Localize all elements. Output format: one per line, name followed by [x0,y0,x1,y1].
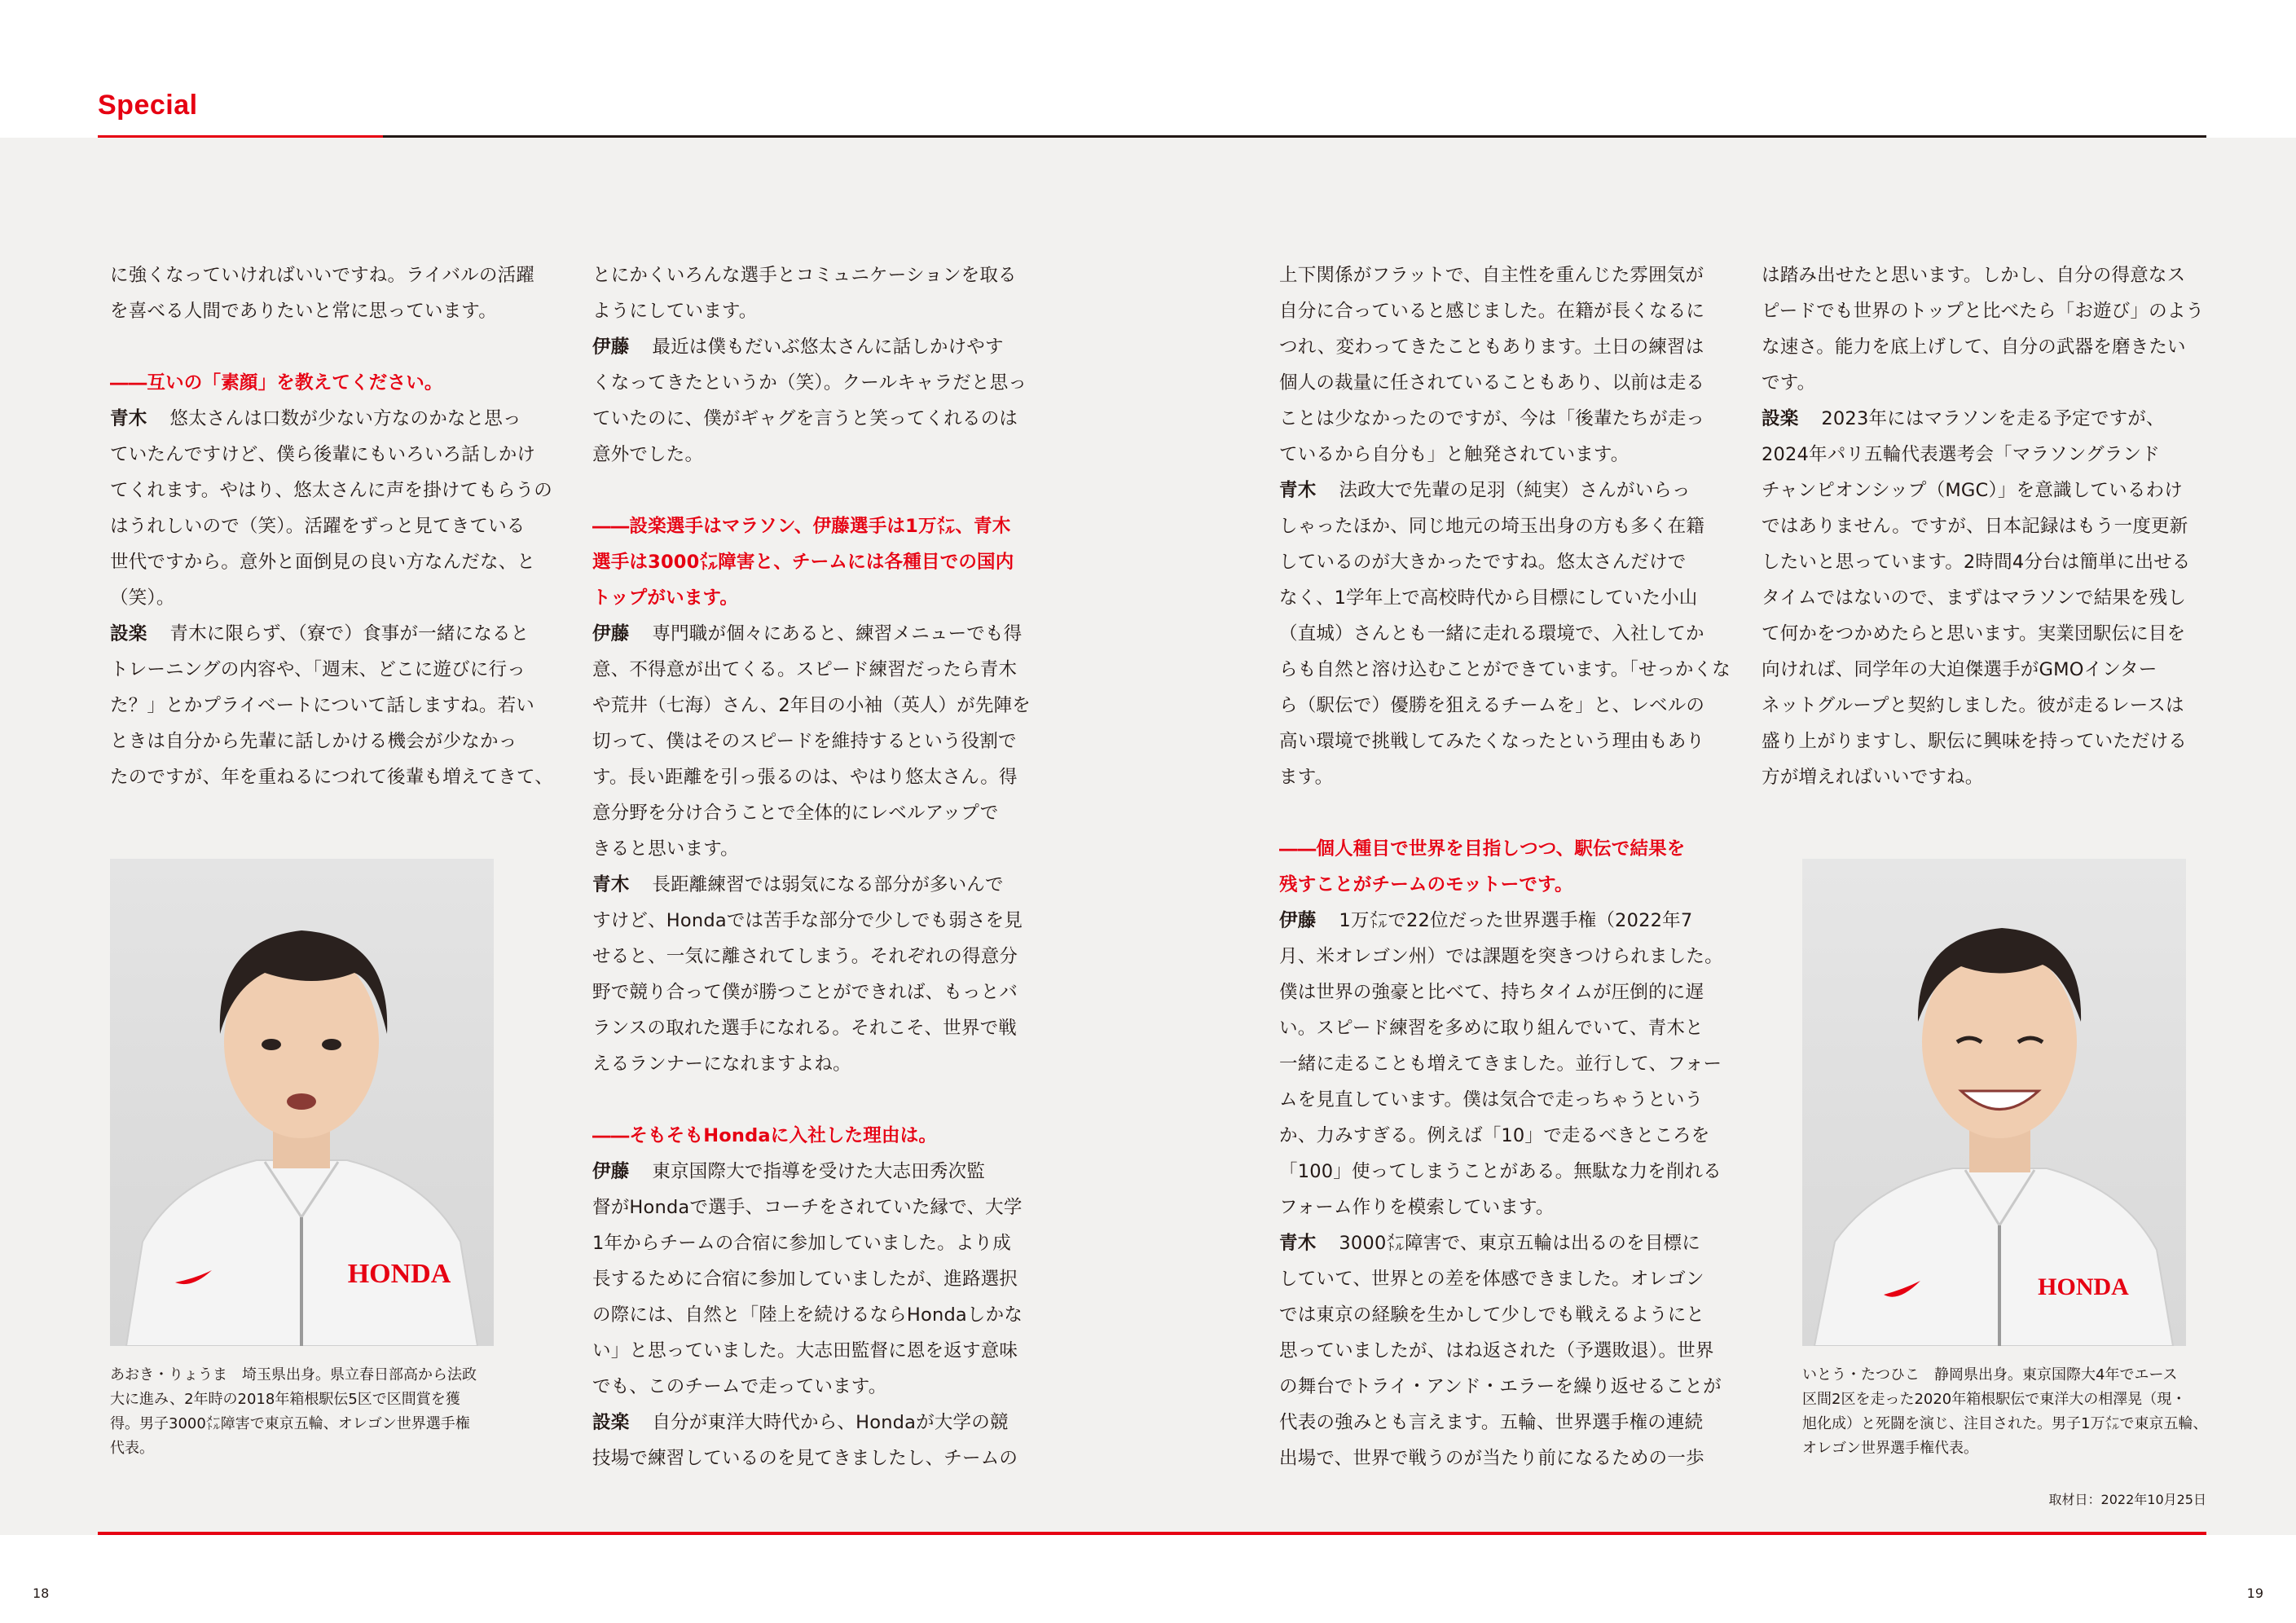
body-text-line: 意外でした。 [592,444,704,465]
body-text-line: くなってきたというか（笑）。クールキャラだと思っ [592,372,1027,394]
body-text-line: 意分野を分け合うことで全体的にレベルアップで [592,803,999,824]
body-text-line: ときは自分から先輩に話しかける機会が少なかっ [110,731,517,752]
body-text-line: です。 [1762,372,1816,394]
section-label: Special [98,90,198,121]
body-text-line: （笑）。 [110,587,175,609]
caption-line: 区間2区を走った2020年箱根駅伝で東洋大の相澤晃（現・ [1802,1391,2187,1408]
speaker-line [1279,473,1719,508]
body-text-line: ではありません。ですが、日本記録はもう一度更新 [1762,516,2188,537]
caption-ito [1802,1363,2207,1461]
speaker-text: 1万㍍で22位だった世界選手権（2022年7 [1339,910,1693,931]
body-text-line: 思っていましたが、はね返された（予選敗退）。世界 [1279,1340,1714,1361]
body-text-line: 「100」使ってしまうことがある。無駄な力を削れる [1279,1161,1722,1182]
footer-accent-rule [98,1532,2206,1535]
page-header [0,0,2296,137]
interview-date: 取材日：2022年10月25日 [2048,1492,2206,1507]
speaker-text: 長距離練習では弱気になる部分が多いんで [652,874,1004,895]
body-text-line: つれ、変わってきたこともあります。土日の練習は [1279,336,1704,358]
body-text-line: す。長い距離を引っ張るのは、やはり悠太さん。得 [592,767,1018,788]
speaker-line [592,1154,1032,1190]
body-text-line: や荒井（七海）さん、2年目の小袖（英人）が先陣を [592,695,1031,716]
speaker-line [110,401,550,437]
body-text-line: せると、一気に離されてしまう。それぞれの得意分 [592,946,1018,967]
body-text-line: 僕は世界の強豪と比べて、持ちタイムが圧倒的に遅 [1279,982,1704,1003]
body-text-line: 意、不得意が出てくる。スピード練習だったら青木 [592,659,1018,680]
portrait-aoki [110,859,494,1346]
speaker-text: 3000㍍障害で、東京五輪は出るのを目標に [1339,1233,1700,1254]
body-text-line: タイムではないので、まずはマラソンで結果を残し [1762,587,2187,609]
caption-line: あおき・りょうま 埼玉県出身。県立春日部高から法政 [110,1366,477,1383]
body-text-line: しているのが大きかったですね。悠太さんだけで [1279,552,1687,573]
speaker-text: 自分が東洋大時代から、Hondaが大学の競 [652,1412,1009,1433]
speaker-line [1279,1225,1719,1261]
body-text-line: た？」とかプライベートについて話しますね。若い [110,695,534,716]
speaker-text: 東京国際大で指導を受けた大志田秀次監 [652,1161,986,1182]
body-text-line: を喜べる人間でありたいと常に思っています。 [110,301,497,322]
speaker-line [592,1405,1032,1440]
caption-aoki [110,1363,477,1461]
caption-line: 大に進み、2年時の2018年箱根駅伝5区で区間賞を獲 [110,1391,460,1408]
speaker-name: 伊藤 [592,336,630,358]
body-text-line: ているから自分も」と触発されています。 [1279,444,1630,465]
body-text-line: の舞台でトライ・アンド・エラーを繰り返せることが [1279,1376,1722,1397]
speaker-name: 青木 [110,408,147,429]
body-text-line: とにかくいろんな選手とコミュニケーションを取る [592,265,1017,286]
speaker-name: 設楽 [592,1412,630,1433]
body-text-line: 盛り上がりますし、駅伝に興味を持っていただける [1762,731,2188,752]
article-column-2 [592,257,1032,1476]
body-text-line: すけど、Hondaでは苦手な部分で少しでも弱さを見 [592,910,1023,931]
body-text-line: 野で競り合って僕が勝つことができれば、もっとバ [592,982,1018,1003]
interview-question: トップがいます。 [592,587,739,609]
body-text-line: していて、世界との差を体感できました。オレゴン [1279,1269,1704,1290]
speaker-text: 法政大で先輩の足羽（純実）さんがいらっ [1339,480,1691,501]
speaker-line [592,616,1032,652]
speaker-text: 専門職が個々にあると、練習メニューでも得 [652,623,1023,644]
speaker-name: 伊藤 [592,623,630,644]
article-column-1 [110,257,553,795]
body-text-line: 高い環境で挑戦してみたくなったという理由もあり [1279,731,1705,752]
body-text-line: ネットグループと契約しました。彼が走るレースは [1762,695,2184,716]
body-text-line: ていたのに、僕がギャグを言うと笑ってくれるのは [592,408,1018,429]
body-text-line: らも自然と溶け込むことができています。「せっかくな [1279,659,1731,680]
body-text-line: 月、米オレゴン州）では課題を突きつけられました。 [1279,946,1723,967]
body-text-line: ます。 [1279,767,1334,788]
paragraph-spacer [110,329,550,365]
body-text-line: フォーム作りを模索しています。 [1279,1197,1555,1218]
body-text-line: 世代ですから。意外と面倒見の良い方なんだな、と [110,552,536,573]
body-text-line: きると思います。 [592,838,739,860]
portrait-ito [1802,859,2186,1346]
article-column-3 [1279,257,1731,1476]
interview-question: ――互いの「素顔」を教えてください。 [110,372,443,394]
interview-question: 残すことがチームのモットーです。 [1279,874,1573,895]
body-text-line: ことは少なかったのですが、今は「後輩たちが走っ [1279,408,1705,429]
page-number-right: 19 [2246,1586,2263,1601]
body-text-line: い」と思っていました。大志田監督に恩を返す意味 [592,1340,1018,1361]
speaker-line [592,329,1032,365]
body-text-line: 個人の裁量に任されていることもあり、以前は走る [1279,372,1705,394]
body-text-line: なく、1学年上で高校時代から目標にしていた小山 [1279,587,1698,609]
body-text-line: 切って、僕はそのスピードを維持するという役割で [592,731,1017,752]
speaker-text: 2023年にはマラソンを走る予定ですが、 [1821,408,2165,429]
interview-question: 選手は3000㍍障害と、チームには各種目での国内 [592,552,1014,573]
body-text-line: てくれます。やはり、悠太さんに声を掛けてもらうの [110,480,553,501]
portrait-ito-illustration [1802,859,2186,1346]
paragraph-spacer [1279,795,1719,831]
paragraph-spacer [592,1082,1032,1118]
page-number-left: 18 [33,1586,50,1601]
caption-line: 代表。 [110,1440,154,1457]
body-text-line: ピードでも世界のトップと比べたら「お遊び」のよう [1762,301,2205,322]
body-text-line: 代表の強みとも言えます。五輪、世界選手権の連続 [1279,1412,1704,1433]
body-text-line: ようにしています。 [592,301,758,322]
jersey-logo-right: HONDA [2038,1273,2129,1300]
body-text-line: でも、このチームで走っています。 [592,1376,887,1397]
portrait-aoki-illustration [110,859,494,1346]
body-text-line: しゃったほか、同じ地元の埼玉出身の方も多く在籍 [1279,516,1705,537]
caption-line: 得。男子3000㍍障害で東京五輪、オレゴン世界選手権 [110,1415,470,1432]
interview-question: ――そもそもHondaに入社した理由は。 [592,1125,938,1146]
interview-question: ――設楽選手はマラソン、伊藤選手は1万㍍、青木 [592,516,1011,537]
body-text-line: えるランナーになれますよね。 [592,1053,851,1075]
body-text-line: 方が増えればいいですね。 [1762,767,1984,788]
body-text-line: は踏み出せたと思います。しかし、自分の得意なス [1762,265,2186,286]
body-text-line: ていたんですけど、僕ら後輩にもいろいろ話しかけ [110,444,536,465]
body-text-line: ら（駅伝で）優勝を狙えるチームを」と、レベルの [1279,695,1705,716]
body-text-line: ムを見直しています。僕は気合で走っちゃうという [1279,1089,1704,1111]
body-text-line: はうれしいので（笑）。活躍をずっと見てきている [110,516,526,537]
body-text-line: 出場で、世界で戦うのが当たり前になるための一歩 [1279,1448,1704,1469]
speaker-name: 伊藤 [1279,910,1317,931]
body-text-line: に強くなっていければいいですね。ライバルの活躍 [110,265,534,286]
speaker-name: 伊藤 [592,1161,630,1182]
body-text-line: では東京の経験を生かして少しでも戦えるようにと [1279,1304,1705,1326]
body-text-line: （直城）さんとも一緒に走れる環境で、入社してか [1279,623,1704,644]
speaker-line [592,867,1032,903]
body-text-line: 2024年パリ五輪代表選考会「マラソングランド [1762,444,2160,465]
speaker-text: 悠太さんは口数が少ない方なのかなと思っ [169,408,521,429]
body-text-line: て何かをつかめたらと思います。実業団駅伝に目を [1762,623,2186,644]
caption-line: 旭化成）と死闘を演じ、注目された。男子1万㍍で東京五輪、 [1802,1415,2208,1432]
interview-question: ――個人種目で世界を目指しつつ、駅伝で結果を [1279,838,1686,860]
body-text-line: 自分に合っていると感じました。在籍が長くなるに [1279,301,1705,322]
speaker-text: 青木に限らず、（寮で）食事が一緒になると [169,623,530,644]
speaker-line [110,616,550,652]
body-text-line: 上下関係がフラットで、自主性を重んじた雰囲気が [1279,265,1704,286]
speaker-text: 最近は僕もだいぶ悠太さんに話しかけやす [652,336,1004,358]
body-text-line: 長するために合宿に参加していましたが、進路選択 [592,1269,1018,1290]
body-text-line: 技場で練習しているのを見てきましたし、チームの [592,1448,1018,1469]
speaker-name: 設楽 [110,623,147,644]
body-text-line: 向ければ、同学年の大迫傑選手がGMOインター [1762,659,2157,680]
body-text-line: な速さ。能力を底上げして、自分の武器を磨きたい [1762,336,2186,358]
body-text-line: トレーニングの内容や、「週末、どこに遊びに行っ [110,659,526,680]
jersey-logo-left: HONDA [347,1259,451,1289]
paragraph-spacer [592,473,1032,508]
body-text-line: ランスの取れた選手になれる。それこそ、世界で戦 [592,1018,1017,1039]
body-text-line: か、力みすぎる。例えば「10」で走るべきところを [1279,1125,1710,1146]
caption-line: オレゴン世界選手権代表。 [1802,1440,1978,1457]
caption-line: いとう・たつひこ 静岡県出身。東京国際大4年でエース [1802,1366,2178,1383]
body-text-line: 1年からチームの合宿に参加していました。より成 [592,1233,1011,1254]
body-text-line: たのですが、年を重ねるにつれて後輩も増えてきて、 [110,767,553,788]
body-text-line: チャンピオンシップ（MGC）」を意識しているわけ [1762,480,2183,501]
speaker-name: 設楽 [1762,408,1799,429]
body-text-line: い。スピード練習を多めに取り組んでいて、青木と [1279,1018,1704,1039]
body-text-line: したいと思っています。2時間4分台は簡単に出せる [1762,552,2191,573]
body-text-line: 督がHondaで選手、コーチをされていた縁で、大学 [592,1197,1023,1218]
body-text-line: の際には、自然と「陸上を続けるならHondaしかな [592,1304,1023,1326]
speaker-name: 青木 [592,874,630,895]
speaker-line [1762,401,2201,437]
speaker-name: 青木 [1279,1233,1317,1254]
speaker-line [1279,903,1719,939]
speaker-name: 青木 [1279,480,1317,501]
body-text-line: 一緒に走ることも増えてきました。並行して、フォー [1279,1053,1722,1075]
article-column-4 [1762,257,2205,795]
